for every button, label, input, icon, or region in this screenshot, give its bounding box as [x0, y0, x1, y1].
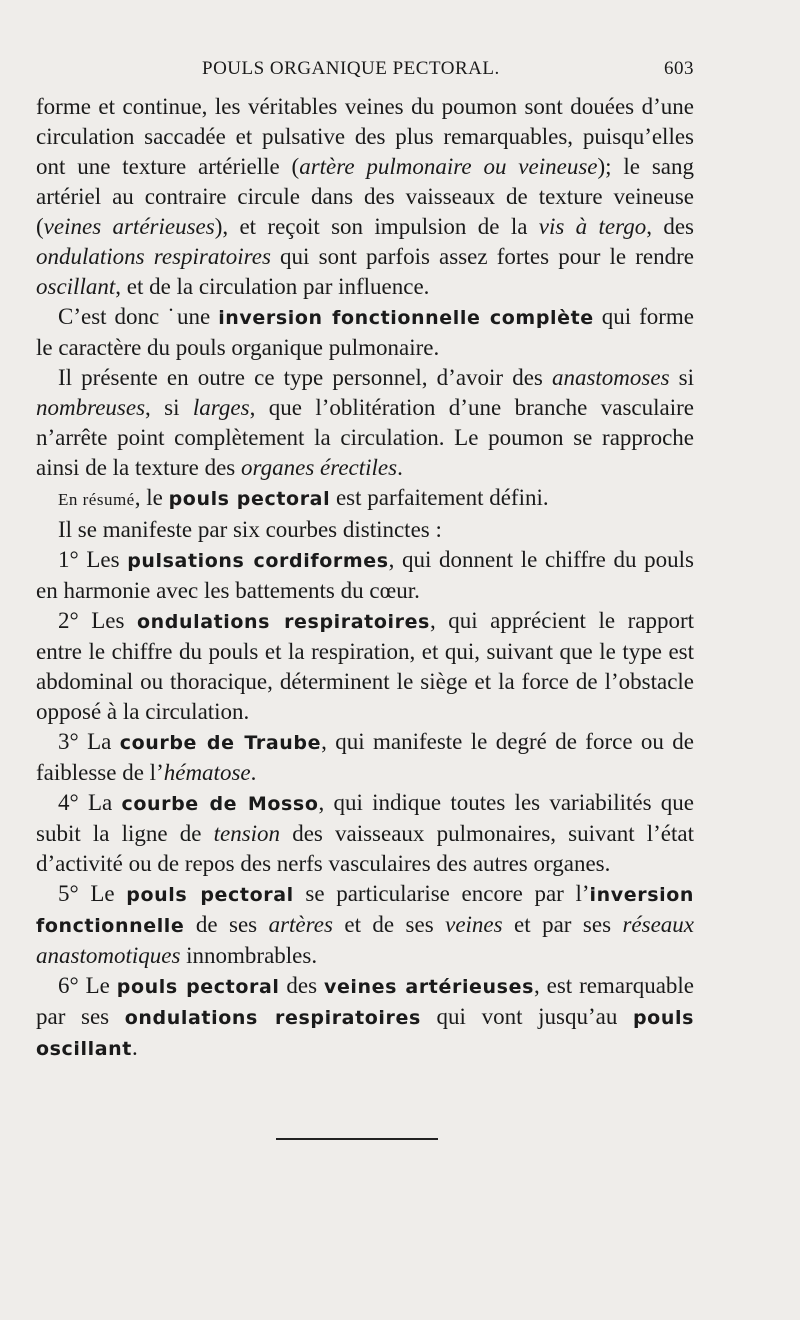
list-item — [36, 545, 694, 606]
text-run: . — [132, 1035, 138, 1060]
paragraph: Il se manifeste par six courbes distinctes : — [58, 517, 442, 542]
list-item — [36, 971, 694, 1064]
text-run: et par ses — [502, 912, 623, 937]
text-run: , et de la circulation par influence. — [115, 274, 430, 299]
text-run: , qui apprécient le rapport entre le chiffre du pouls et la respiration, et qui, suivant que le type est abdominal ou thoracique, déterminent le siège et la force de l’obstacle opposé à la circulation. — [36, 608, 694, 724]
bold-term: veines artérieuses — [323, 976, 534, 998]
text-run: 6° Le — [58, 973, 117, 998]
italic-term: vis à tergo — [538, 214, 647, 239]
small-caps-heading: En résumé — [58, 490, 135, 509]
page-header — [36, 58, 694, 88]
text-run: se particularise encore par l’ — [293, 881, 590, 906]
paragraph — [36, 302, 694, 363]
text-run: Il présente en outre ce type personnel, d’avoir des — [58, 365, 552, 390]
text-run: ); le sang artériel au contraire circule dans des vaisseaux de texture veineuse ( — [36, 154, 695, 239]
text-run: , qui manifeste le degré de force ou de faiblesse de l’ — [36, 729, 694, 785]
section-divider — [276, 1138, 438, 1140]
italic-term: réseaux anastomotiques — [36, 912, 694, 968]
text-run: , qui indique toutes les variabilités que subit la ligne de — [36, 790, 694, 846]
text-run: forme et continue, les véritables veines du poumon sont douées d’une circulation saccadée et pulsative des plus remarquables, puisqu’elles ont une texture artérielle ( — [36, 94, 694, 179]
bold-term: pouls pectoral — [168, 488, 331, 510]
italic-term: tension — [213, 821, 281, 846]
text-run: si — [669, 365, 694, 390]
text-run: , que l’oblitération d’une branche vasculaire n’arrête point complètement la circulation. Le poumon se rapproche ainsi de la texture des — [36, 395, 694, 480]
list-item — [36, 606, 694, 727]
italic-term: veines artérieuses — [43, 214, 215, 239]
list-item — [36, 727, 694, 788]
text-run: est parfaitement défini. — [330, 485, 549, 510]
running-title: POULS ORGANIQUE PECTORAL. — [202, 58, 500, 79]
text-run: C’est donc ˙une — [58, 304, 219, 329]
bold-term: ondulations respiratoires — [124, 1007, 421, 1029]
italic-term: artère pulmonaire ou veineuse — [299, 154, 598, 179]
page-number: 603 — [664, 58, 694, 79]
bold-term: inversion fonctionnelle complète — [218, 307, 594, 329]
bold-term: courbe de Traube — [119, 732, 322, 754]
text-run: . — [397, 455, 403, 480]
text-run: , si — [145, 395, 193, 420]
text-run: qui forme le caractère du pouls organique pulmonaire. — [36, 304, 695, 360]
italic-term: hématose — [163, 760, 251, 785]
text-run: , est remarquable par ses — [36, 973, 694, 1029]
paragraph — [36, 483, 694, 515]
text-run: innombrables. — [180, 943, 318, 968]
text-run: ), et reçoit son impulsion de la — [214, 214, 539, 239]
italic-term: nombreuses — [36, 395, 146, 420]
text-run: 4° La — [58, 790, 122, 815]
body-text — [36, 92, 694, 1064]
paragraph — [36, 363, 694, 483]
bold-term: ondulations respiratoires — [136, 611, 430, 633]
bold-term: pouls pectoral — [116, 976, 280, 998]
list-item — [36, 879, 694, 971]
text-run: des — [279, 973, 324, 998]
italic-term: ondulations respiratoires — [36, 244, 271, 269]
text-run: qui vont jusqu’au — [420, 1004, 633, 1029]
text-run: 2° Les — [58, 608, 137, 633]
text-run: de ses — [184, 912, 269, 937]
paragraph — [36, 92, 694, 302]
text-run: des vaisseaux pulmonaires, suivant l’état d’activité ou de repos des nerfs vasculaires des autres organes. — [36, 821, 694, 876]
bold-term: pulsations cordiformes — [127, 550, 389, 572]
text-run: 1° Les — [58, 547, 128, 572]
text-run: 3° La — [58, 729, 120, 754]
list-item — [36, 788, 694, 879]
text-run: qui sont parfois assez fortes pour le rendre — [270, 244, 694, 269]
text-run: , le — [134, 485, 169, 510]
italic-term: organes érectiles — [241, 455, 398, 480]
italic-term: larges — [192, 395, 250, 420]
bold-term: inversion fonctionnelle — [36, 884, 694, 937]
text-run: et de ses — [332, 912, 446, 937]
italic-term: veines — [445, 912, 503, 937]
text-run: , qui donnent le chiffre du pouls en harmonie avec les battements du cœur. — [36, 547, 694, 603]
bold-term: courbe de Mosso — [121, 793, 319, 815]
text-run: , des — [646, 214, 694, 239]
italic-term: artères — [268, 912, 333, 937]
text-run: . — [250, 760, 257, 785]
bold-term: pouls pectoral — [126, 884, 294, 906]
bold-term: pouls oscillant — [36, 1007, 694, 1060]
italic-term: anastomoses — [551, 365, 670, 390]
italic-term: oscillant — [36, 274, 116, 299]
text-run: 5° Le — [58, 881, 127, 906]
